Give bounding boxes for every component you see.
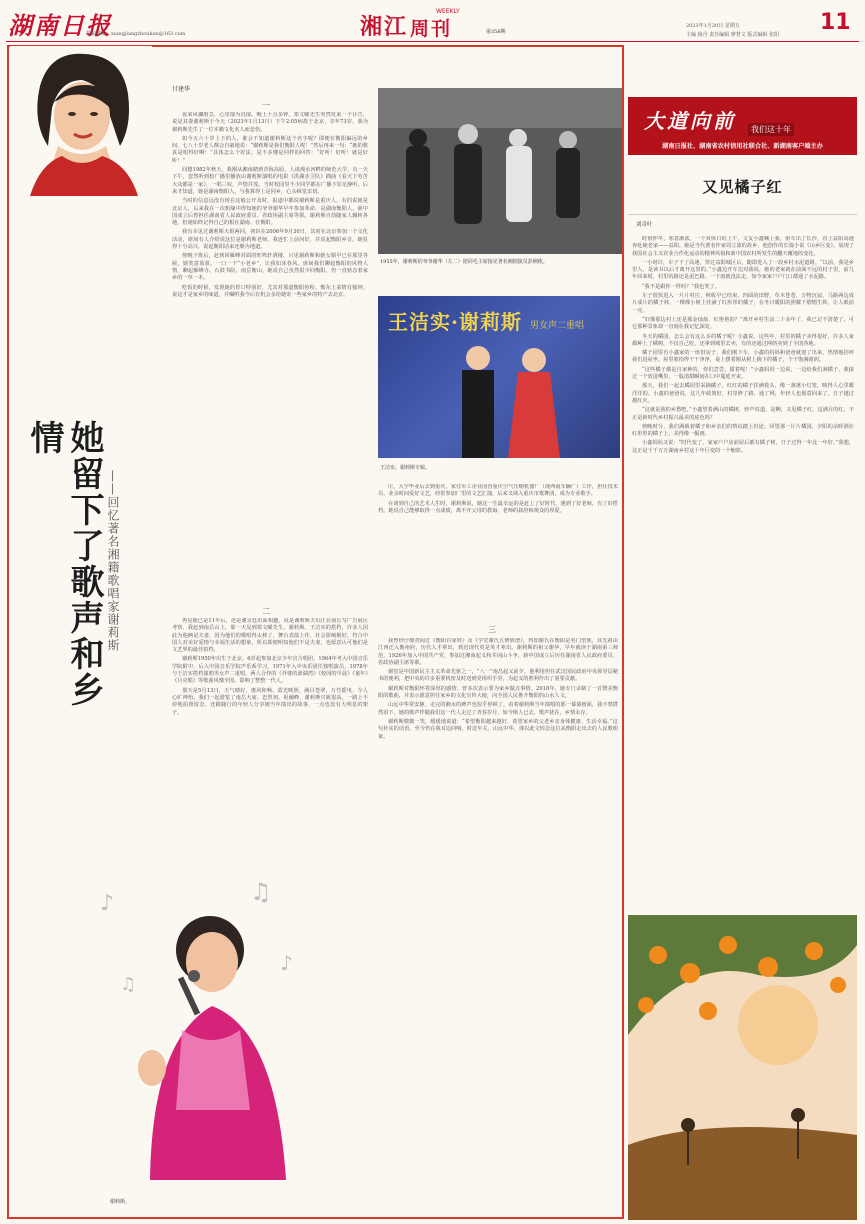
poster-title: 王洁实·谢莉斯 bbox=[388, 310, 522, 334]
paragraph: 冬天的橘园，怎么会有这么多的橘子呢？小鑫说，这些年，村里的橘子卖得很好，许多人家都种上了橘树，不仅自己吃，还拿到城里去卖，有的还通过网络卖到了全国各地。 bbox=[632, 333, 854, 347]
paragraph: 山远中华常安静，走完的湘水的碑声也似乎停顿了。看着谢莉斯当年演唱的那一幕幕画面，我不禁潸然泪下。她的歌声伴随我们这一代人走过了青春岁月，如今斯人已去，歌声犹在，乡情永存。 bbox=[378, 702, 618, 716]
article-subheadline: ——回忆著名湘籍歌唱家谢莉斯 bbox=[106, 470, 120, 652]
orange-orchard-illustration bbox=[628, 915, 857, 1220]
paragraph: “好像那边村上还是那金灿灿、红艳艳的？”离开乡村生活二十多年了，我已记不清楚了，可它那种景象却一直刻在我记忆深处。 bbox=[632, 316, 854, 331]
staff-line: 主编 杨丹 责任编辑 廖慧文 版式编辑 张阳 bbox=[686, 32, 779, 38]
section-mark-3: 三 bbox=[488, 625, 496, 634]
paragraph: 谢觉是中国新民主主义革命先驱之一，“八一”南昌起义前夕，他利用担任武汉国民政府中央领导层秘书的便利，把中央的许多重要机密及时送到党组织手里，为起义的胜利作出了重要贡献。 bbox=[378, 669, 618, 683]
singer-photo bbox=[90, 880, 320, 1180]
banner-title: 大道向前 bbox=[644, 109, 736, 133]
paragraph: 谢莉斯微微一笑，缓缓地说道：“希望衡阳越来越好，希望家乡的父老乡亲身体健康、生活幸福。”这句朴实的话语，至今仍在我耳边回响。时近年关，山远中华，谨以此文悼念这位从衡阳走出去的人民歌唱家。 bbox=[378, 718, 618, 740]
date-line: 2023年1月20日 星期五 bbox=[686, 23, 740, 29]
side-divider bbox=[628, 214, 857, 215]
paragraph: 夜来风骤雨急，心里郁为沉郁。晚上十点多钟，郑文曜先生突然发来一个讣告，说是其妻谢莉斯于今天（2023年1月13日）下午2:05病故于北京，享年73岁。我为谢莉斯先生了一位本籍文化名人而悲伤。 bbox=[172, 112, 368, 133]
paragraph: 小鑫妈妈又说：“时代变了，家家户户房前屋后都有橘子树，日子过得一年比一年好。”我想，这正是千千万万湖南乡村这十年巨变的一个缩影。 bbox=[632, 440, 854, 454]
paragraph: “这些橘子都是自家种的，你们尝尝，甜着呢！”小鑫妈妈一边说，一边给我们剥橘子。我接过一个放进嘴里，一股清甜瞬间在口中蔓延开来。 bbox=[632, 366, 854, 381]
paragraph: 傍晚时分，我们满载着橘子和乡亲们的情谊踏上归途。回望那一片片橘园，夕阳的余晖洒在红彤彤的橘子上，美得像一幅画。 bbox=[632, 423, 854, 438]
page-header bbox=[0, 0, 865, 44]
paragraph: 谢莉斯1950年出生于北京，6岁起参加北京少年宫合唱团，1964年考入中国音乐学院附中，后入中国音乐学院声乐系学习。1971年入中央乐团任独唱演员，1978年与王洁实搭档演唱男女声二重唱，两人合作的《外婆的澎湖湾》《校园的早晨》《童年》《月亮船》等歌曲风靡全国，影响了整整一代人。 bbox=[172, 656, 368, 685]
paragraph: “我不是跟你一样吗？”我也笑了。 bbox=[642, 283, 720, 290]
section-title: 湘江 bbox=[360, 14, 409, 40]
photo-caption-poster: 王洁实、谢莉斯专辑。 bbox=[380, 465, 431, 471]
page-number: 11 bbox=[820, 10, 851, 35]
portrait-illustration bbox=[10, 46, 152, 196]
article-column-2a bbox=[378, 484, 618, 614]
historical-photo bbox=[378, 88, 622, 254]
paragraph: “这就是我的乡愁吧。”小鑫望着满山的橘树，轻声说道。是啊，又见橘子红，这满目的红，不正是新时代乡村振兴最美的底色吗？ bbox=[632, 407, 854, 421]
section-suffix: 周刊 bbox=[410, 18, 453, 40]
paragraph: 在谈到自己的艺术人生时，谢莉斯说，她这一生最幸运的是赶上了好时代，遇到了好老师，有了好搭档。她说自己能够取得一点成绩，离不开父母的教诲、老师的栽培和观众的厚爱。 bbox=[378, 500, 618, 514]
paragraph: 我有幸见过谢莉斯大姐两回，初识在2006年9月30日，其时在北京参加一个文化活动，席间有人介绍说这位是谢莉斯老师，我连忙上前问好，并说起衡阳乡音，她显得十分高兴，说起衡阳话来还颇为地道。 bbox=[172, 229, 368, 251]
paragraph: 如今五六十岁上下的人，谁会不知道谢莉斯这个名字呢？即便在衡阳偏远的乡间，七八十岁老人都会自豪地说：“谢莉斯是我们衡阳人呢！”然后再来一句：“她的歌真是唱得好啊！”具体怎么个好法，是不多懂是同样的回答：“好听！好听！就是好听！” bbox=[172, 135, 368, 164]
paragraph: 回想1982年秋天，我刚从湘南踏到青海高原，人谈漫水河畔的师范大学，有一天下午，忽然听到校广播里播放由谢莉斯演唱的电影《洪湖赤卫队》插曲《看天下劳苦大众都是一家》，一唱三叹，声情并茂。当时校园里不少同学都在广播下驻足静听。后来才知道，她是湖南衡阳人，与我算得上是同乡，心头顿觉亲切。 bbox=[172, 167, 368, 195]
photo-caption-historical: 1955年，谢莉斯的爷爷谢华（左二）陪同毛主席接见著名湘剧演员彭俐侬。 bbox=[380, 259, 548, 265]
side-article-author: 刘奇叶 bbox=[636, 222, 653, 228]
photo-caption-singer: 谢莉斯。 bbox=[110, 1199, 131, 1205]
album-poster bbox=[378, 296, 620, 458]
paragraph: 我曾经仔细查阅过《衡阳百家姓》及《学堂谢氏五修族谱》，得知谢氏在衡阳是名门望族，其先祖由江西迁入衡州府，历代人才辈出，到近现代更是英才辈出。谢莉斯的祖父谢华，早年就读于湖南第三师范，1926年加入中国共产党，参加过湘南起义和井冈山斗争，新中国成立后历任湖南省人民政府委员、省政协副主席等职。 bbox=[378, 638, 618, 666]
article-headline: 她留下了歌声和乡情 bbox=[24, 420, 104, 708]
contact-email: 投稿邮箱：xiangjiangzhoukan@163.com bbox=[86, 31, 186, 37]
paragraph: 庄，大学毕业后去到重庆。家住军工企业国营重庆空气压缩机器厂（现西南车辆厂）工作，担任技术员，业余时间爱好文艺，经常参加厂里的文艺汇演，后来又调入重庆市歌舞团，成为专业歌手。 bbox=[378, 484, 618, 498]
article-column-1 bbox=[172, 112, 368, 702]
article-column-1b bbox=[172, 618, 368, 873]
newspaper-logo: 湖南日报 bbox=[8, 11, 112, 40]
svg-text:♪: ♪ bbox=[100, 891, 115, 916]
poster-subtitle: 男女声二重唱 bbox=[530, 321, 585, 331]
poster-singers bbox=[438, 338, 578, 458]
svg-text:♫: ♫ bbox=[120, 974, 137, 995]
column-banner bbox=[628, 97, 857, 155]
paragraph: 谢莉斯对衡阳怀着深厚的感情，曾多次表示要为家乡做点事情。2018年，她专门录制了一首赞美衡阳的歌曲，并表示愿意担任家乡的文化宣传大使，向全国人民推介衡阳的山水人文。 bbox=[378, 685, 618, 700]
section-mark-1: 一 bbox=[262, 101, 270, 110]
svg-text:♫: ♫ bbox=[250, 880, 272, 906]
paragraph: 时值仲冬，寒意渐浓，一个双休日的上午，文友小鑫喊上我，驱车出了长沙，直上益阳高速奔赴她老家——益阳。她是当代著名作家周立波的故乡，他创作的长篇小说《山乡巨变》，展现了我国社会主义农业合作化运动的精神风貌和新中国农村所发生的翻天覆地的变化。 bbox=[632, 236, 854, 257]
paragraph: 吃饭的时候，发现她的胃口特别好，尤其对那道衡阳鱼粉、衡东土菜情有独钟，说这才是家乡的味道，并嘱咐我今后有机会多给她寄一些家乡的特产去北京。 bbox=[172, 284, 368, 298]
paragraph: 傍晚下班后，赶到回雁峰对面的旺鸣轩酒楼，只见谢莉斯和她女婿早已在那里等候。她笑意盈盈，一口一个“小老乡”，让我如沐春风。席间我们聊起衡阳的风物人情，聊起雁峰寺、石鼓书院、南岳衡山，她说自己虽然很少回衡阳，但一直惦念着家乡的一草一木。 bbox=[172, 253, 368, 282]
banner-sponsor: 湖南日报社、湖南省农村信用社联合社、新湖南客户端主办 bbox=[662, 143, 823, 150]
paragraph: 那天是5月13日，天气晴好，惠风和畅，霞光映照，满目苍翠，万竹摇曳，令人心旷神怡。我们一起游览了南岳大庙、忠烈祠、祝融峰，谢莉斯兴致很高，一路上不停地拍照留念，还跟随行的年轻人分享她当年演出的故事，一点也没有大明星的架子。 bbox=[172, 687, 368, 716]
header-rule bbox=[6, 41, 859, 42]
article-column-2b bbox=[378, 638, 618, 1214]
side-article-title: 又见橘子红 bbox=[702, 178, 783, 196]
paragraph: 那天，我们一起去橘园里采摘橘子。红红的橘子挂满枝头，像一盏盏小灯笼，映得人心里暖洋洋的。小鑫的爸爸说，这几年政策好，村里修了路，通了网，年轻人也愿意回来了，日子越过越红火。 bbox=[632, 383, 854, 404]
side-article-body bbox=[632, 236, 854, 908]
paragraph: 车子很快进入一片片村庄，秋收早已结束，四面的田野，草木苍苍，万物沉寂，马路两边成片成片的橘子林，一棵棵小树上挂满了红彤彤的橘子，在冬日暖阳的照耀下熠熠生辉，让人眼前一亮。 bbox=[632, 293, 854, 314]
banner-tag: 我们这十年 bbox=[748, 123, 794, 136]
svg-text:♪: ♪ bbox=[280, 951, 293, 975]
paragraph: 一小时许，车子下了高速，穿过益阳城区后，随即进入了一段乡村水泥道路。“以前，我是乡里人，是读书以后才离开这里的。”小鑫边开车边对我说，她的老家就在前面不远的村子里，前几年回来时，村里的路还是泥巴路，一下雨就没法走，如今家家户户门口都通了水泥路。 bbox=[632, 259, 854, 281]
paragraph: 再见她已是11年后，还是谢京廷出面相邀，说是谢莉斯夫妇正在南岳写广告展区考察，我赶到南岳山上，那一天见到郑文曜先生，谢莉斯、王洁实的搭档，许多人因此为他俩是夫妻，因为他们的歌唱得太棒了，舞台表演上佳，社会影响极好，符合中国人对美好爱情与幸福生活的想象，所以即便明知他们不是夫妻，也愿意认可他们是文艺界的最佳拍档。 bbox=[172, 618, 368, 654]
section-mark-2: 二 bbox=[262, 607, 270, 616]
article-byline: 甘建华 bbox=[172, 86, 191, 93]
section-weekly-label: WEEKLY bbox=[436, 8, 460, 15]
paragraph: 橘子园里有小鑫家的一座旧房子，我们刚下车，小鑫的妈妈和爸爸就迎了出来，热情地招呼我们进屋坐。屋里收拾得干干净净，桌上摆着刚从树上摘下的橘子，个个饱满圆润。 bbox=[632, 350, 854, 364]
photo-figures bbox=[378, 88, 622, 254]
issue-number: 第358期 bbox=[486, 29, 506, 35]
paragraph: 当时的信息远没有现在这般公开及时，报道中都说谢莉斯是重庆人，有的说她是北京人，后来我在一次机缘中得知她的爷爷谢华早年参加革命，是湖南衡阳人，新中国成立后曾担任湖南省人民政府委员、省政协副主席等职。谢莉斯自幼随家人辗转各地，但她始终记得自己的根在湖南、在衡阳。 bbox=[172, 198, 368, 227]
